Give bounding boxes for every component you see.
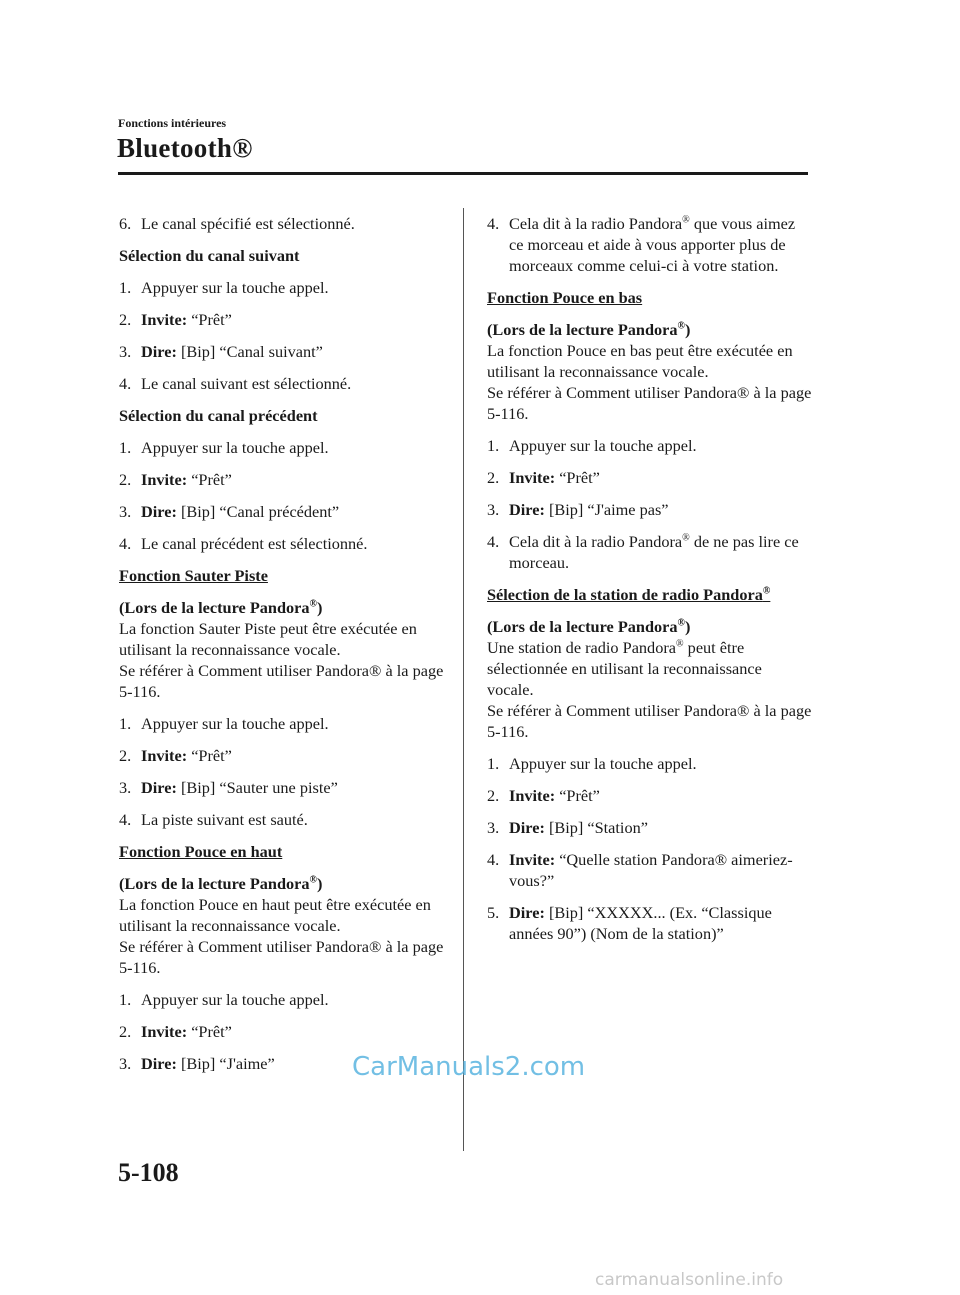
list-item: 2. Invite: “Prêt”	[487, 468, 600, 487]
subheading-prev-channel: Sélection du canal précédent	[119, 406, 318, 425]
list-item: 2. Invite: “Prêt”	[119, 746, 232, 765]
paragraph-skip: (Lors de la lecture Pandora®) La fonction Sauter Piste peut être exécutée en utilisant la reconnaissance vocale. Se référer à Comment utiliser Pandora® à la page 5-116.	[119, 598, 444, 701]
list-item: 4. Le canal suivant est sélectionné.	[119, 374, 352, 393]
paragraph-station: (Lors de la lecture Pandora®) Une station de radio Pandora® peut être sélectionnée en utilisant la reconnaissance vocale. Se référer à Comment utiliser Pandora® à la page 5-116.	[487, 617, 812, 741]
list-item: 2. Invite: “Prêt”	[119, 470, 232, 489]
paragraph-thumbs-up: (Lors de la lecture Pandora®) La fonction Pouce en haut peut être exécutée en utilisant la reconnaissance vocale. Se référer à Comment utiliser Pandora® à la page 5-116.	[119, 874, 444, 977]
list-item: 3. Dire: [Bip] “Station”	[487, 818, 648, 837]
paragraph-thumbs-down: (Lors de la lecture Pandora®) La fonction Pouce en bas peut être exécutée en utilisant la reconnaissance vocale. Se référer à Comment utiliser Pandora® à la page 5-116.	[487, 320, 812, 423]
watermark-logo: CarManuals2.com	[352, 1052, 586, 1082]
list-item: 3. Dire: [Bip] “J'aime pas”	[487, 500, 669, 519]
list-item: 1. Appuyer sur la touche appel.	[487, 436, 697, 455]
list-item: 6. Le canal spécifié est sélectionné.	[119, 214, 355, 233]
list-item: 1. Appuyer sur la touche appel.	[119, 990, 329, 1009]
list-item: 4. Cela dit à la radio Pandora® que vous aimez ce morceau et aide à vous apporter plus de morceaux comme celui-ci à votre station.	[487, 214, 796, 275]
section-title-skip: Fonction Sauter Piste	[119, 566, 268, 585]
watermark-footer: carmanualsonline.info	[595, 1270, 784, 1290]
list-item: 2. Invite: “Prêt”	[487, 786, 600, 805]
list-item: 5. Dire: [Bip] “XXXXX... (Ex. “Classique années 90”) (Nom de la station)”	[487, 903, 772, 943]
list-item: 2. Invite: “Prêt”	[119, 1022, 232, 1041]
page-title: Bluetooth®	[117, 133, 253, 163]
list-item: 2. Invite: “Prêt”	[119, 310, 232, 329]
page-number: 5-108	[118, 1158, 179, 1187]
section-label: Fonctions intérieures	[118, 116, 227, 130]
column-divider	[463, 208, 464, 1151]
section-title-thumbs-up: Fonction Pouce en haut	[119, 842, 283, 861]
list-item: 1. Appuyer sur la touche appel.	[487, 754, 697, 773]
list-item: 4. Le canal précédent est sélectionné.	[119, 534, 368, 553]
list-item: 1. Appuyer sur la touche appel.	[119, 438, 329, 457]
list-item: 4. Invite: “Quelle station Pandora® aimeriez-vous?”	[487, 850, 793, 890]
left-column	[119, 213, 444, 1085]
list-item: 4. Cela dit à la radio Pandora® de ne pas lire ce morceau.	[487, 532, 799, 572]
list-item: 3. Dire: [Bip] “Sauter une piste”	[119, 778, 338, 797]
header-rule	[118, 172, 808, 175]
list-item: 3. Dire: [Bip] “J'aime”	[119, 1054, 275, 1073]
list-item: 3. Dire: [Bip] “Canal précédent”	[119, 502, 340, 521]
section-title-station: Sélection de la station de radio Pandora®	[487, 585, 771, 604]
right-column	[487, 213, 812, 955]
section-title-thumbs-down: Fonction Pouce en bas	[487, 288, 643, 307]
list-item: 3. Dire: [Bip] “Canal suivant”	[119, 342, 323, 361]
list-item: 4. La piste suivant est sauté.	[119, 810, 308, 829]
list-item: 1. Appuyer sur la touche appel.	[119, 714, 329, 733]
list-item: 1. Appuyer sur la touche appel.	[119, 278, 329, 297]
subheading-next-channel: Sélection du canal suivant	[119, 246, 300, 265]
